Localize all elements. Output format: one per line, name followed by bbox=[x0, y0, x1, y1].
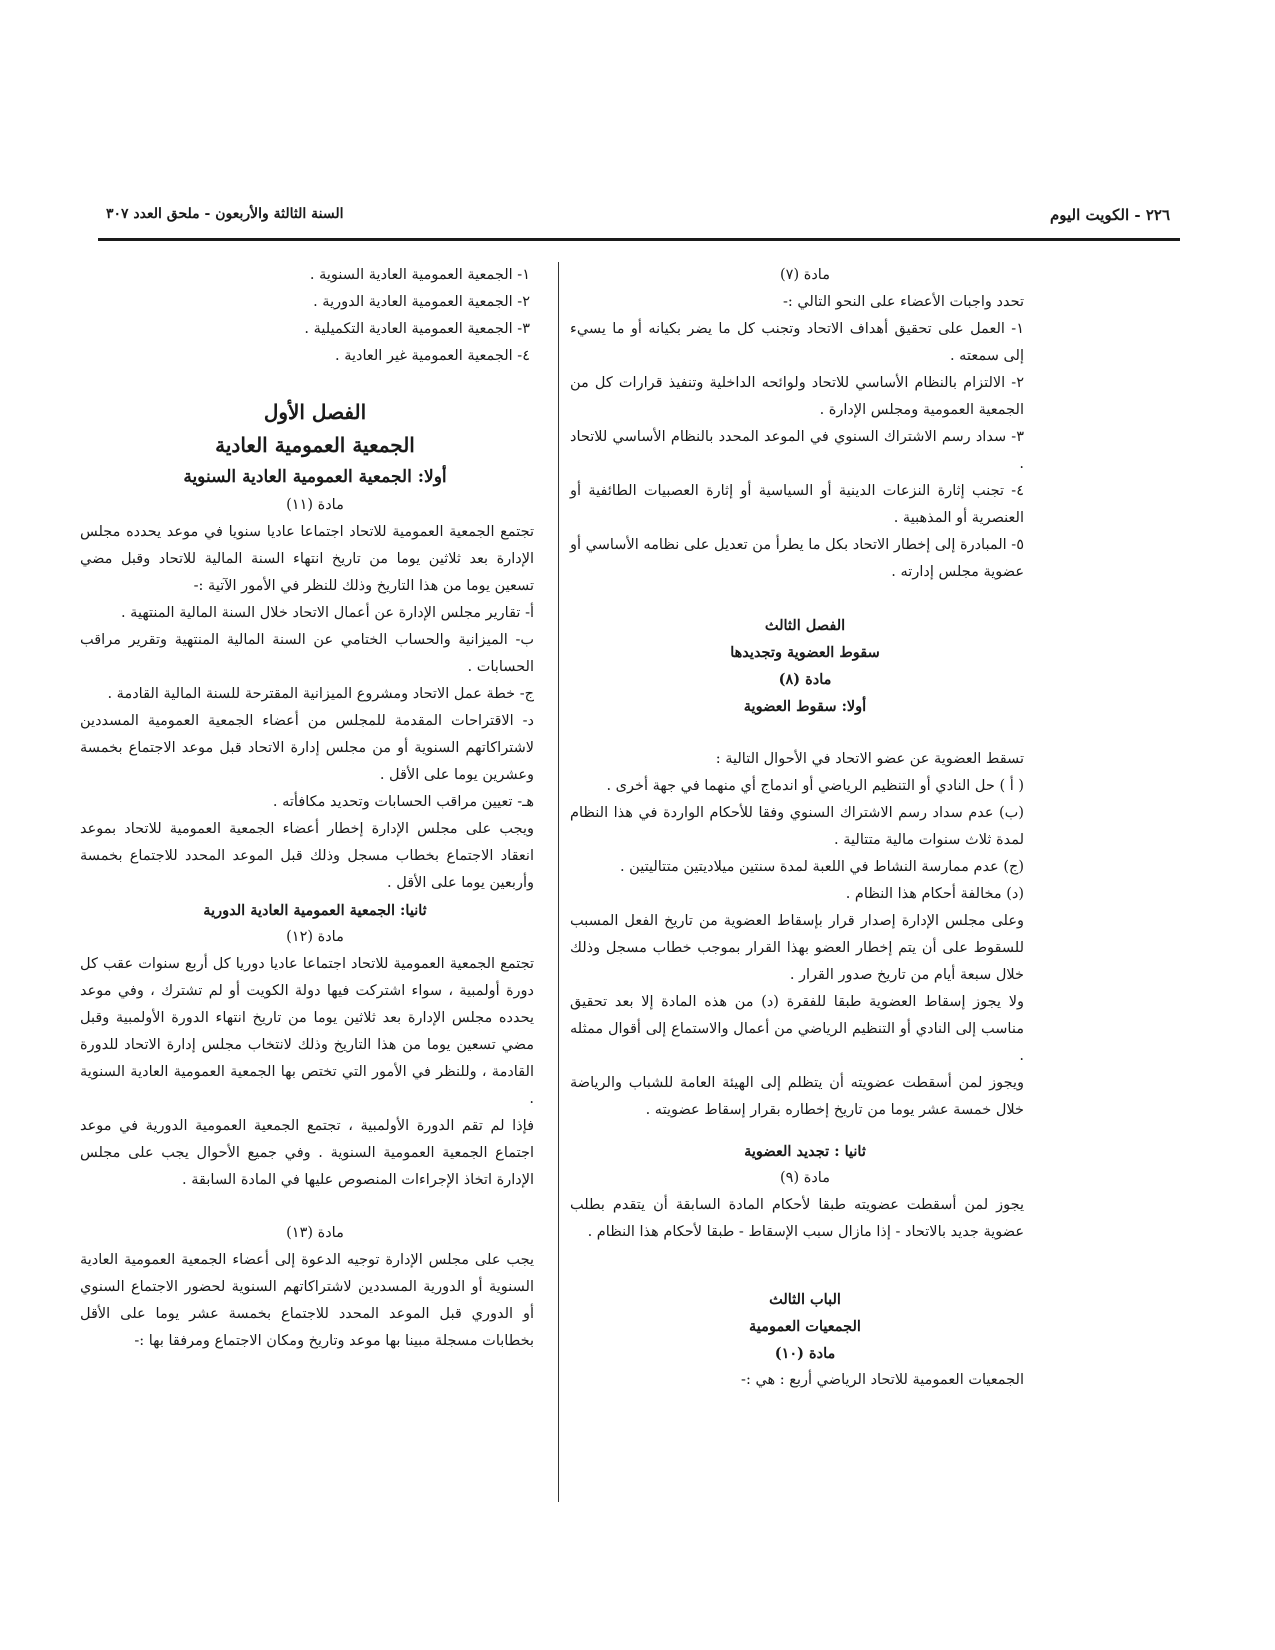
article-7-item: ١- العمل على تحقيق أهداف الاتحاد وتجنب كل ما يضر بكيانه أو ما يسيء إلى سمعته . bbox=[570, 321, 1024, 364]
section-annual-assembly: أولا: الجمعية العمومية العادية السنوية bbox=[183, 467, 447, 487]
article-11-item: هـ- تعيين مراقب الحسابات وتحديد مكافأته . bbox=[272, 794, 534, 810]
article-8-item: (ج) عدم ممارسة النشاط في اللعبة لمدة سنتين ميلاديتين متتاليتين . bbox=[619, 859, 1024, 875]
article-11-item: ج- خطة عمل الاتحاد ومشروع الميزانية المقترحة للسنة المالية القادمة . bbox=[107, 686, 534, 702]
article-7-item: ٤- تجنب إثارة النزعات الدينية أو السياسية أو إثارة العصبيات الطائفية أو العنصرية أو المذهبية . bbox=[570, 483, 1024, 526]
list-item: ٢- الجمعية العمومية العادية الدورية . bbox=[313, 294, 530, 310]
left-column bbox=[80, 262, 550, 1355]
chapter-1-title: الفصل الأول bbox=[263, 400, 367, 424]
article-11-item: أ- تقارير مجلس الإدارة عن أعمال الاتحاد خلال السنة المالية المنتهية . bbox=[120, 605, 534, 621]
section-membership-loss: أولا: سقوط العضوية bbox=[743, 698, 867, 715]
page-number-publication: ٢٢٦ - الكويت اليوم bbox=[1049, 206, 1170, 224]
article-12-paragraph: فإذا لم تقم الدورة الأولمبية ، تجتمع الجمعية العمومية الدورية في موعد اجتماع الجمعية العمومية السنوية . وفي جميع الأحوال يجب على مجلس الإدارة اتخاذ الإجراءات المنصوص عليها في المادة السابقة . bbox=[80, 1118, 534, 1188]
article-8-title: مادة (٨) bbox=[778, 671, 832, 688]
page-header bbox=[98, 200, 1180, 241]
section-periodic-assembly: ثانيا: الجمعية العمومية العادية الدورية bbox=[203, 902, 427, 919]
article-8-paragraph: وعلى مجلس الإدارة إصدار قرار بإسقاط العضوية من تاريخ الفعل المسبب للسقوط على أن يتم إخطار العضو بهذا القرار بموجب خطاب مسجل وذلك خلال سبعة أيام من تاريخ صدور القرار . bbox=[570, 913, 1024, 983]
article-8-paragraph: ولا يجوز إسقاط العضوية طبقا للفقرة (د) من هذه المادة إلا بعد تحقيق مناسب إلى النادي أو التنظيم الرياضي من أعمال والاستماع إلى أقوال ممثله . bbox=[570, 994, 1024, 1064]
article-7-item: ٥- المبادرة إلى إخطار الاتحاد بكل ما يطرأ من تعديل على نظامه الأساسي أو عضوية مجلس إدارته . bbox=[570, 537, 1024, 580]
section-membership-renewal: ثانيا : تجديد العضوية bbox=[744, 1143, 866, 1160]
article-7-title: مادة (٧) bbox=[780, 267, 830, 283]
article-11-item: د- الاقتراحات المقدمة للمجلس من أعضاء الجمعية العمومية المسددين لاشتراكاتهم السنوية أو من مجلس إدارة الاتحاد قبل موعد الاجتماع بخمسة وعشرين يوما على الأقل . bbox=[80, 713, 534, 783]
article-7-intro: تحدد واجبات الأعضاء على النحو التالي :- bbox=[782, 294, 1024, 310]
column-divider bbox=[558, 262, 559, 1502]
right-column bbox=[570, 262, 1040, 1394]
article-8-item: ( أ ) حل النادي أو التنظيم الرياضي أو اندماج أي منهما في جهة أخرى . bbox=[606, 778, 1024, 794]
article-8-paragraph: ويجوز لمن أسقطت عضويته أن يتظلم إلى الهيئة العامة للشباب والرياضة خلال خمسة عشر يوما من تاريخ إخطاره بقرار إسقاط عضويته . bbox=[570, 1075, 1024, 1118]
issue-info: السنة الثالثة والأربعون - ملحق العدد ٣٠٧ bbox=[106, 206, 344, 222]
article-12-title: مادة (١٢) bbox=[286, 929, 344, 945]
part-3-subtitle: الجمعيات العمومية bbox=[749, 1318, 861, 1335]
article-8-intro: تسقط العضوية عن عضو الاتحاد في الأحوال التالية : bbox=[715, 751, 1024, 767]
article-10-paragraph: الجمعيات العمومية للاتحاد الرياضي أربع : هي :- bbox=[741, 1372, 1024, 1388]
list-item: ١- الجمعية العمومية العادية السنوية . bbox=[309, 267, 530, 283]
article-8-item: (ب) عدم سداد رسم الاشتراك السنوي وفقا للأحكام الواردة في هذا النظام لمدة ثلاث سنوات مالية متتالية . bbox=[570, 805, 1024, 848]
article-13-paragraph: يجب على مجلس الإدارة توجيه الدعوة إلى أعضاء الجمعية العمومية العادية السنوية أو الدورية المسددين لاشتراكاتهم السنوية لحضور الاجتماع السنوي أو الدوري قبل الموعد المحدد للاجتماع بخمسة عشر يوما على الأقل بخطابات مسجلة مبينا بها موعد وتاريخ ومكان الاجتماع ومرفقا بها :- bbox=[80, 1252, 534, 1349]
article-7-item: ٢- الالتزام بالنظام الأساسي للاتحاد ولوائحه الداخلية وتنفيذ قرارات كل من الجمعية العمومية ومجلس الإدارة . bbox=[570, 375, 1024, 418]
list-item: ٤- الجمعية العمومية غير العادية . bbox=[334, 348, 530, 364]
assembly-types-list bbox=[80, 262, 550, 370]
chapter-1-subtitle: الجمعية العمومية العادية bbox=[215, 433, 415, 457]
list-item: ٣- الجمعية العمومية العادية التكميلية . bbox=[304, 321, 530, 337]
chapter-3-subtitle: سقوط العضوية وتجديدها bbox=[730, 644, 880, 661]
article-11-paragraph: ويجب على مجلس الإدارة إخطار أعضاء الجمعية العمومية للاتحاد بموعد انعقاد الاجتماع بخطاب مسجل وذلك قبل الموعد المحدد للاجتماع بخمسة وأربعين يوما على الأقل . bbox=[80, 821, 534, 891]
article-11-paragraph: تجتمع الجمعية العمومية للاتحاد اجتماعا عاديا سنويا في موعد يحدده مجلس الإدارة بعد ثلاثين يوما من تاريخ انتهاء السنة المالية للاتحاد وقبل مضي تسعين يوما من هذا التاريخ وذلك للنظر في الأمور الآتية :- bbox=[80, 524, 534, 594]
article-13-title: مادة (١٣) bbox=[286, 1225, 344, 1241]
chapter-3-title: الفصل الثالث bbox=[764, 617, 846, 634]
article-9-paragraph: يجوز لمن أسقطت عضويته طبقا لأحكام المادة السابقة أن يتقدم بطلب عضوية جديد بالاتحاد - إذا مازال سبب الإسقاط - طبقا لأحكام هذا النظام . bbox=[570, 1197, 1024, 1240]
article-11-title: مادة (١١) bbox=[286, 497, 344, 513]
article-10-title: مادة (١٠) bbox=[774, 1345, 836, 1362]
article-9-title: مادة (٩) bbox=[780, 1170, 830, 1186]
article-11-item: ب- الميزانية والحساب الختامي عن السنة المالية المنتهية وتقرير مراقب الحسابات . bbox=[80, 632, 534, 675]
article-7-item: ٣- سداد رسم الاشتراك السنوي في الموعد المحدد بالنظام الأساسي للاتحاد . bbox=[570, 429, 1024, 472]
article-8-item: (د) مخالفة أحكام هذا النظام . bbox=[845, 886, 1024, 902]
part-3-title: الباب الثالث bbox=[769, 1291, 841, 1308]
article-12-paragraph: تجتمع الجمعية العمومية للاتحاد اجتماعا عاديا دوريا كل أربع سنوات عقب كل دورة أولمبية ، سواء اشتركت فيها دولة الكويت أو لم تشترك ، وفي موعد يحدده مجلس الإدارة بعد ثلاثين يوما من تاريخ انتهاء الدورة الأولمبية وقبل مضي تسعين يوما من هذا التاريخ وذلك لانتخاب مجلس إدارة الاتحاد للدورة القادمة ، وللنظر في الأمور التي تختص بها الجمعية العمومية العادية السنوية . bbox=[80, 956, 534, 1107]
